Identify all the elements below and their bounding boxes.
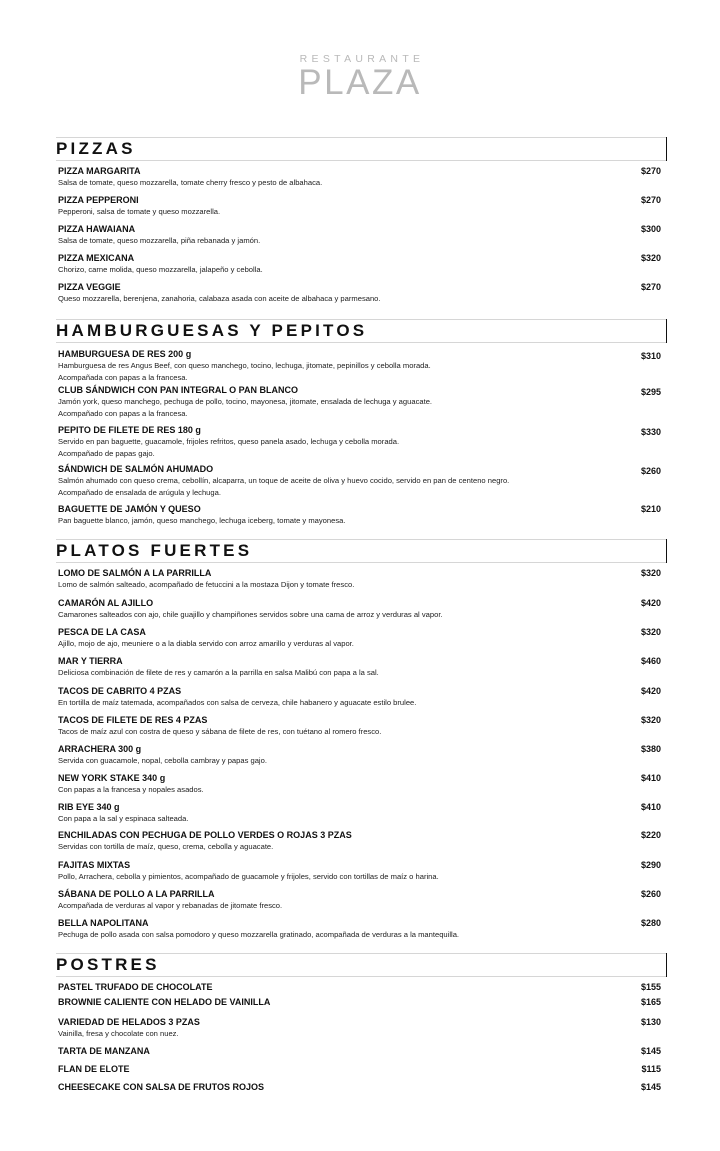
menu-item: [58, 282, 665, 305]
item-price: $165: [640, 997, 661, 1007]
item-description: Queso mozzarella, berenjena, zanahoria, calabaza asada con aceite de albahaca y parmesano.: [58, 294, 381, 303]
item-description: Con papas a la francesa y nopales asados.: [58, 785, 204, 794]
item-name: PASTEL TRUFADO DE CHOCOLATE: [58, 982, 213, 992]
item-price: $320: [640, 568, 661, 578]
item-description: Acompañado con papas a la francesa.: [58, 408, 188, 418]
menu-item: [58, 464, 665, 498]
menu-item: [58, 598, 665, 621]
item-name: PEPITO DE FILETE DE RES 180 g: [58, 425, 201, 435]
item-description: Pan baguette blanco, jamón, queso manchego, lechuga iceberg, tomate y mayonesa.: [58, 516, 346, 525]
item-name: ARRACHERA 300 g: [58, 744, 142, 754]
item-name: ENCHILADAS CON PECHUGA DE POLLO VERDES O ROJAS 3 PZAS: [58, 830, 352, 840]
menu-section-pizzas: [56, 137, 667, 303]
item-name: NEW YORK STAKE 340 g: [58, 773, 166, 783]
menu-item: [58, 1082, 665, 1093]
menu-item: [58, 744, 665, 767]
section-divider-bar: [666, 137, 667, 161]
restaurant-logo: [0, 52, 720, 100]
menu-item: [58, 1046, 665, 1057]
item-price: $295: [640, 387, 661, 397]
item-price: $115: [641, 1064, 661, 1074]
item-name: HAMBURGUESA DE RES 200 g: [58, 349, 192, 359]
section-title: POSTRES: [56, 955, 160, 974]
item-description: Servida con guacamole, nopal, cebolla cambray y papas gajo.: [58, 756, 267, 765]
item-description: Camarones salteados con ajo, chile guajillo y champiñones servidos sobre una cama de arroz y verduras al vapor.: [58, 610, 443, 619]
menu-item: [58, 686, 665, 709]
item-name: SÁNDWICH DE SALMÓN AHUMADO: [58, 464, 214, 474]
item-price: $270: [640, 282, 661, 292]
menu-section-postres: [56, 953, 667, 1092]
item-price: $330: [640, 427, 661, 437]
item-price: $460: [640, 656, 661, 666]
menu-item: [58, 504, 665, 527]
item-name: MAR Y TIERRA: [58, 656, 123, 666]
item-price: $410: [640, 773, 661, 783]
item-name: SÁBANA DE POLLO A LA PARRILLA: [58, 889, 215, 899]
item-description: En tortilla de maíz tatemada, acompañados con salsa de cerveza, chile habanero y aguacate estilo brulee.: [58, 698, 417, 707]
item-price: $420: [640, 686, 661, 696]
item-description: Chorizo, carne molida, queso mozzarella, jalapeño y cebolla.: [58, 265, 263, 274]
item-price: $420: [640, 598, 661, 608]
item-description: Servidas con tortilla de maíz, queso, crema, cebolla y aguacate.: [58, 842, 274, 851]
item-name: BELLA NAPOLITANA: [58, 918, 149, 928]
item-description: Hamburguesa de res Angus Beef, con queso manchego, tocino, lechuga, jitomate, pepinillos y cebolla morada.: [58, 361, 431, 370]
menu-item: [58, 860, 665, 883]
menu-item: [58, 982, 665, 993]
item-name: FAJITAS MIXTAS: [58, 860, 131, 870]
item-name: TACOS DE CABRITO 4 PZAS: [58, 686, 182, 696]
menu-item: [58, 656, 665, 679]
logo-small-text: RESTAURANTE: [299, 53, 425, 65]
menu-item: [58, 224, 665, 247]
item-price: $145: [640, 1082, 661, 1092]
menu-item: [58, 1064, 665, 1075]
item-name: BROWNIE CALIENTE CON HELADO DE VAINILLA: [58, 997, 271, 1007]
item-description: Lomo de salmón salteado, acompañado de fetuccini a la mostaza Dijon y tomate fresco.: [58, 580, 355, 589]
item-name: PIZZA HAWAIANA: [58, 224, 136, 234]
item-name: PIZZA PEPPERONI: [58, 195, 139, 205]
item-description: Salsa de tomate, queso mozzarella, piña rebanada y jamón.: [58, 236, 261, 245]
section-divider-bar: [666, 319, 667, 343]
item-price: $220: [640, 830, 661, 840]
item-price: $270: [640, 195, 661, 205]
section-header: [56, 319, 667, 343]
item-price: $300: [640, 224, 661, 234]
item-description: Pepperoni, salsa de tomate y queso mozzarella.: [58, 207, 221, 216]
item-description: Salmón ahumado con queso crema, cebollín, alcaparra, un toque de aceite de oliva y huevo cocido, servido en pan de centeno negro.: [58, 476, 510, 485]
item-description: Jamón york, queso manchego, pechuga de pollo, tocino, mayonesa, jitomate, ensalada de lechuga y aguacate.: [58, 397, 433, 406]
item-name: PIZZA MARGARITA: [58, 166, 141, 176]
item-name: FLAN DE ELOTE: [58, 1064, 130, 1074]
item-price: $155: [640, 982, 661, 992]
item-description: Deliciosa combinación de filete de res y camarón a la parrilla en salsa Malibú con papa a la sal.: [58, 668, 379, 677]
section-header: [56, 539, 667, 563]
item-description: Acompañado de ensalada de arúgula y lechuga.: [58, 487, 221, 497]
item-price: $280: [640, 918, 661, 928]
menu-item: [58, 1017, 665, 1040]
item-description: Servido en pan baguette, guacamole, frijoles refritos, queso panela asado, lechuga y cebolla morada.: [58, 437, 400, 446]
item-name: BAGUETTE DE JAMÓN Y QUESO: [58, 504, 201, 514]
section-divider-bar: [666, 953, 667, 977]
item-description: Pollo, Arrachera, cebolla y pimientos, acompañado de guacamole y frijoles, servido con tortillas de maíz o harina.: [58, 872, 439, 881]
menu-item: [58, 568, 665, 591]
item-name: CAMARÓN AL AJILLO: [58, 598, 154, 608]
item-name: RIB EYE 340 g: [58, 802, 120, 812]
item-description: Acompañada de verduras al vapor y rebanadas de jitomate fresco.: [58, 901, 283, 910]
item-description: Salsa de tomate, queso mozzarella, tomate cherry fresco y pesto de albahaca.: [58, 178, 323, 187]
section-header: [56, 953, 667, 977]
item-name: LOMO DE SALMÓN A LA PARRILLA: [58, 568, 212, 578]
section-header: [56, 137, 667, 161]
item-description: Con papa a la sal y espinaca salteada.: [58, 814, 189, 823]
logo-big-text: PLAZA: [298, 63, 422, 102]
item-price: $320: [640, 715, 661, 725]
item-price: $260: [640, 466, 661, 476]
item-name: VARIEDAD DE HELADOS 3 PZAS: [58, 1017, 200, 1027]
menu-item: [58, 425, 665, 459]
item-description: Ajillo, mojo de ajo, meuniere o a la diabla servido con arroz amarillo y verduras al vapor.: [58, 639, 354, 648]
item-price: $320: [640, 253, 661, 263]
menu-item: [58, 166, 665, 189]
item-description: Acompañada con papas a la francesa.: [58, 372, 188, 382]
item-name: PIZZA VEGGIE: [58, 282, 121, 292]
menu-item: [58, 997, 665, 1008]
section-title: PLATOS FUERTES: [56, 541, 253, 560]
menu-item: [58, 385, 665, 419]
menu-item: [58, 773, 665, 796]
item-description: Pechuga de pollo asada con salsa pomodoro y queso mozzarella gratinado, acompañada de verduras a la mantequilla.: [58, 930, 460, 939]
menu-item: [58, 349, 665, 383]
menu-item: [58, 918, 665, 941]
menu-item: [58, 627, 665, 650]
item-name: CHEESECAKE CON SALSA DE FRUTOS ROJOS: [58, 1082, 265, 1092]
item-price: $380: [640, 744, 661, 754]
item-price: $290: [640, 860, 661, 870]
item-name: CLUB SÁNDWICH CON PAN INTEGRAL O PAN BLANCO: [58, 385, 298, 395]
menu-item: [58, 830, 665, 853]
item-name: TARTA DE MANZANA: [58, 1046, 150, 1056]
item-price: $320: [640, 627, 661, 637]
menu-item: [58, 802, 665, 825]
section-divider-bar: [666, 539, 667, 563]
menu-section-hamburguesas: [56, 319, 667, 525]
item-price: $130: [640, 1017, 661, 1027]
item-price: $310: [640, 351, 661, 361]
menu-item: [58, 889, 665, 912]
menu-section-platos-fuertes: [56, 539, 667, 939]
item-price: $260: [640, 889, 661, 899]
item-name: PIZZA MEXICANA: [58, 253, 135, 263]
item-price: $270: [640, 166, 661, 176]
menu-item: [58, 195, 665, 218]
item-price: $210: [640, 504, 661, 514]
item-name: PESCA DE LA CASA: [58, 627, 146, 637]
item-description: Vainilla, fresa y chocolate con nuez.: [58, 1029, 179, 1038]
item-description: Acompañado de papas gajo.: [58, 448, 155, 458]
menu-item: [58, 715, 665, 738]
item-description: Tacos de maíz azul con costra de queso y sábana de filete de res, con tuétano al romero fresco.: [58, 727, 382, 736]
item-price: $145: [640, 1046, 661, 1056]
item-price: $410: [640, 802, 661, 812]
section-title: HAMBURGUESAS Y PEPITOS: [56, 321, 368, 340]
item-name: TACOS DE FILETE DE RES 4 PZAS: [58, 715, 208, 725]
section-title: PIZZAS: [56, 139, 136, 158]
menu-item: [58, 253, 665, 276]
